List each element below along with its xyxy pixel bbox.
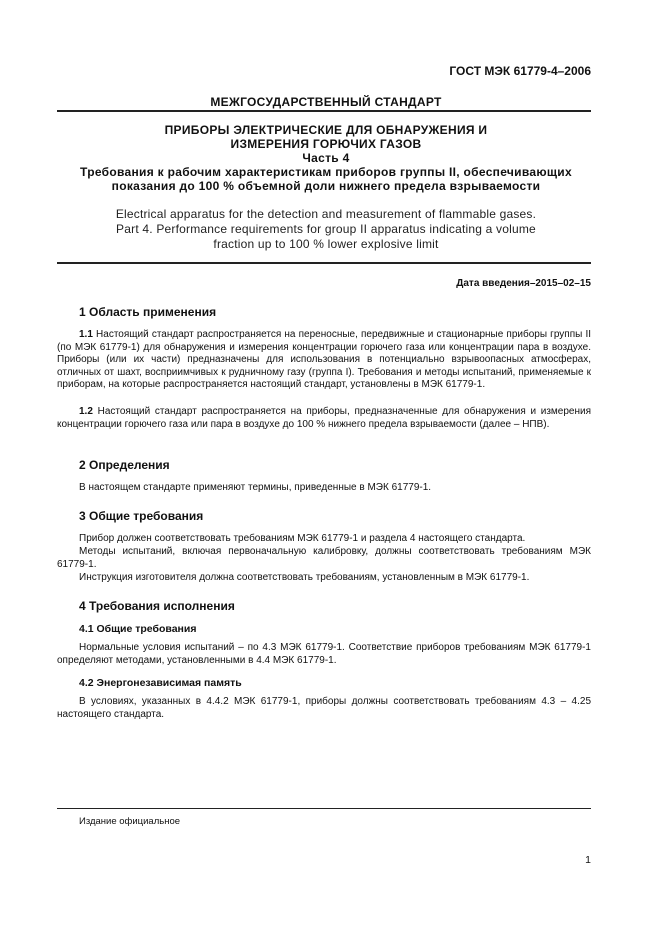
section-2-heading: 2 Определения bbox=[79, 458, 170, 472]
top-divider bbox=[57, 110, 591, 112]
section-2-paragraph: В настоящем стандарте применяют термины, приведенные в МЭК 61779-1. bbox=[79, 482, 432, 493]
clause-number: 1.2 bbox=[79, 406, 93, 417]
section-1-paragraph-2 bbox=[57, 406, 591, 431]
section-1-heading: 1 Область применения bbox=[79, 305, 217, 319]
standard-type: МЕЖГОСУДАРСТВЕННЫЙ СТАНДАРТ bbox=[210, 95, 442, 109]
title-en bbox=[60, 207, 592, 252]
subsection-4-1-heading: 4.1 Общие требования bbox=[79, 623, 197, 635]
title-divider bbox=[57, 262, 591, 264]
section-3-paragraph-3: Инструкция изготовителя должна соответствовать требованиям, установленным в МЭК 61779-1. bbox=[79, 572, 530, 583]
subsection-4-1-paragraph: Нормальные условия испытаний – по 4.3 МЭК 61779-1. Соответствие приборов требованиям МЭК 61779-1 определяют методами, установленными в 4.4 МЭК 61779-1. bbox=[57, 642, 591, 666]
document-code: ГОСТ МЭК 61779-4–2006 bbox=[449, 64, 591, 78]
clause-text: Настоящий стандарт распространяется на переносные, передвижные и стационарные приборы группы II (по МЭК 61779-1) для обнаружения и измерения концентрации горючего газа или концентрации пара в воздухе. Приборы (или их части) предназначены для использования в потенциально взрывоопасных атмосферах, отличных от шахт, восприимчивых к рудничному газу (группа I). Требования и методы испытаний, применяемые к приборам, на которые распространяется настоящий стандарт, установлены в МЭК 61779-1. bbox=[57, 329, 591, 390]
title-en-line2: Part 4. Performance requirements for group II apparatus indicating a volume bbox=[116, 222, 536, 236]
title-ru-part: Часть 4 bbox=[302, 151, 350, 165]
introduction-date: Дата введения–2015–02–15 bbox=[456, 278, 591, 289]
section-3-heading: 3 Общие требования bbox=[79, 509, 204, 523]
clause-text: Настоящий стандарт распространяется на приборы, предназначенные для обнаружения и измерения концентрации горючего газа или пара в воздухе до 100 % нижнего предела взрываемости (далее – НПВ). bbox=[57, 406, 591, 430]
clause-number: 1.1 bbox=[79, 329, 93, 340]
title-ru bbox=[60, 123, 592, 193]
title-ru-line1: ПРИБОРЫ ЭЛЕКТРИЧЕСКИЕ ДЛЯ ОБНАРУЖЕНИЯ И bbox=[164, 123, 488, 137]
footer-divider bbox=[57, 808, 591, 809]
subsection-4-2-heading: 4.2 Энергонезависимая память bbox=[79, 677, 242, 689]
page-number: 1 bbox=[585, 854, 591, 866]
section-3-paragraph-1: Прибор должен соответствовать требованиям МЭК 61779-1 и раздела 4 настоящего стандарта. bbox=[79, 533, 526, 544]
subsection-4-2-paragraph: В условиях, указанных в 4.4.2 МЭК 61779-1, приборы должны соответствовать требованиям 4.3 – 4.25 настоящего стандарта. bbox=[57, 696, 591, 720]
title-ru-subtitle1: Требования к рабочим характеристикам приборов группы II, обеспечивающих bbox=[80, 165, 572, 179]
section-3-paragraph-2: Методы испытаний, включая первоначальную калибровку, должны соответствовать требованиям МЭК 61779-1. bbox=[57, 546, 591, 570]
title-ru-line2: ИЗМЕРЕНИЯ ГОРЮЧИХ ГАЗОВ bbox=[230, 137, 422, 151]
title-en-line1: Electrical apparatus for the detection and measurement of flammable gases. bbox=[115, 207, 537, 221]
official-edition-note: Издание официальное bbox=[79, 816, 181, 827]
section-1-paragraph-1 bbox=[57, 329, 591, 392]
section-4-heading: 4 Требования исполнения bbox=[79, 599, 235, 613]
title-ru-subtitle2: показания до 100 % объемной доли нижнего предела взрываемости bbox=[111, 179, 541, 193]
title-en-line3: fraction up to 100 % lower explosive limit bbox=[213, 237, 439, 251]
